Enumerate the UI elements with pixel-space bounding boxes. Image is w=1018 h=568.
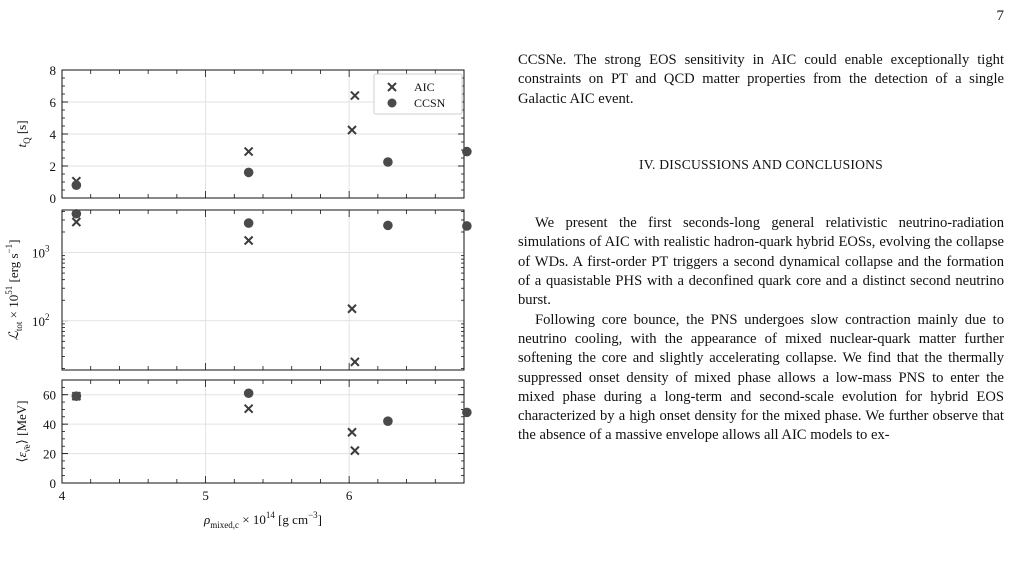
- legend-label-ccsn: CCSN: [414, 96, 446, 110]
- data-point-ccsn: [244, 388, 254, 398]
- page-number: 7: [996, 8, 1004, 24]
- data-point-ccsn: [72, 209, 82, 219]
- x-tick-label: 4: [58, 488, 66, 503]
- data-point-aic: [351, 92, 359, 100]
- y-tick-label: 20: [43, 446, 56, 462]
- y-tick-label: 40: [43, 417, 56, 433]
- legend-marker-ccsn: [388, 99, 397, 108]
- data-point-ccsn: [383, 416, 393, 426]
- x-axis-label: $\rho_{mixed,c} \times 10^{14}$ [g $cm^{-3}$]: [204, 510, 322, 530]
- data-point-aic: [245, 148, 253, 156]
- data-point-ccsn: [72, 391, 82, 401]
- data-point-ccsn: [383, 221, 393, 231]
- data-point-ccsn: [462, 147, 472, 157]
- data-point-aic: [72, 218, 80, 226]
- y-axis-label: $t_Q$ [s]: [14, 120, 32, 148]
- y-axis-label: ℒ$_{tot}$ × $10^{51}$ [erg $s^{-1}$]: [4, 239, 24, 341]
- y-tick-label: 0: [49, 191, 56, 206]
- axes-frame: [62, 380, 464, 483]
- data-point-aic: [351, 358, 359, 366]
- y-tick-label: 8: [49, 63, 56, 78]
- data-point-ccsn: [244, 218, 254, 228]
- data-point-ccsn: [462, 408, 472, 418]
- scatter-figure: [0, 0, 500, 568]
- x-tick-label: 5: [202, 488, 209, 503]
- y-axis-label: $⟨\varepsilon_{\nūe}⟩$ [MeV]: [14, 400, 32, 463]
- panel-bottom: [14, 380, 472, 530]
- y-tick-label: 60: [43, 387, 56, 403]
- paragraph-3: Following core bounce, the PNS undergoes slow contraction mainly due to neutrino cooling, with the appearance of mixed nuclear-quark matter further softening the core and slightly accelerating collapse. We find that the thermally suppressed onset density of mixed phase allows a low-mass PNS to enter the mixed phase during a long-term and second-scale evolution for hybrid EOS characterized by a high onset density for the mixed phase. We further observe that the absence of a massive envelope allows all AIC models to ex-: [518, 311, 1004, 444]
- panel-middle: [4, 209, 472, 370]
- y-tick-label: $10^2$: [32, 311, 50, 329]
- legend-label-aic: AIC: [414, 80, 435, 94]
- data-point-ccsn: [462, 221, 472, 231]
- paragraph-2: We present the first seconds-long general relativistic neutrino-radiation simulations of AIC with realistic hadron-quark hybrid EOSs, evolving the collapse of WDs. A first-order PT triggers a second dynamical collapse and the formation of a quasistable PHS with a deconfined quark core and a distinct second neutrino burst.: [518, 215, 1004, 309]
- y-tick-label: $10^3$: [32, 243, 50, 261]
- data-point-aic: [245, 405, 253, 413]
- paragraph-1: CCSNe. The strong EOS sensitivity in AIC could enable exceptionally tight constraints on PT and QCD matter properties from the detection of a single Galactic AIC event.: [518, 52, 1004, 107]
- axes-frame: [62, 210, 464, 370]
- section-heading: IV. DISCUSSIONS AND CONCLUSIONS: [639, 156, 883, 172]
- y-tick-label: 4: [49, 127, 56, 142]
- data-point-ccsn: [72, 180, 82, 190]
- text-column: [518, 51, 1004, 446]
- data-point-ccsn: [244, 168, 254, 178]
- y-tick-label: 2: [49, 159, 56, 174]
- panel-top: [14, 63, 472, 206]
- y-tick-label: 0: [49, 476, 56, 491]
- y-tick-label: 6: [49, 95, 56, 110]
- x-tick-label: 6: [345, 488, 353, 503]
- data-point-aic: [245, 237, 253, 245]
- data-point-ccsn: [383, 157, 393, 167]
